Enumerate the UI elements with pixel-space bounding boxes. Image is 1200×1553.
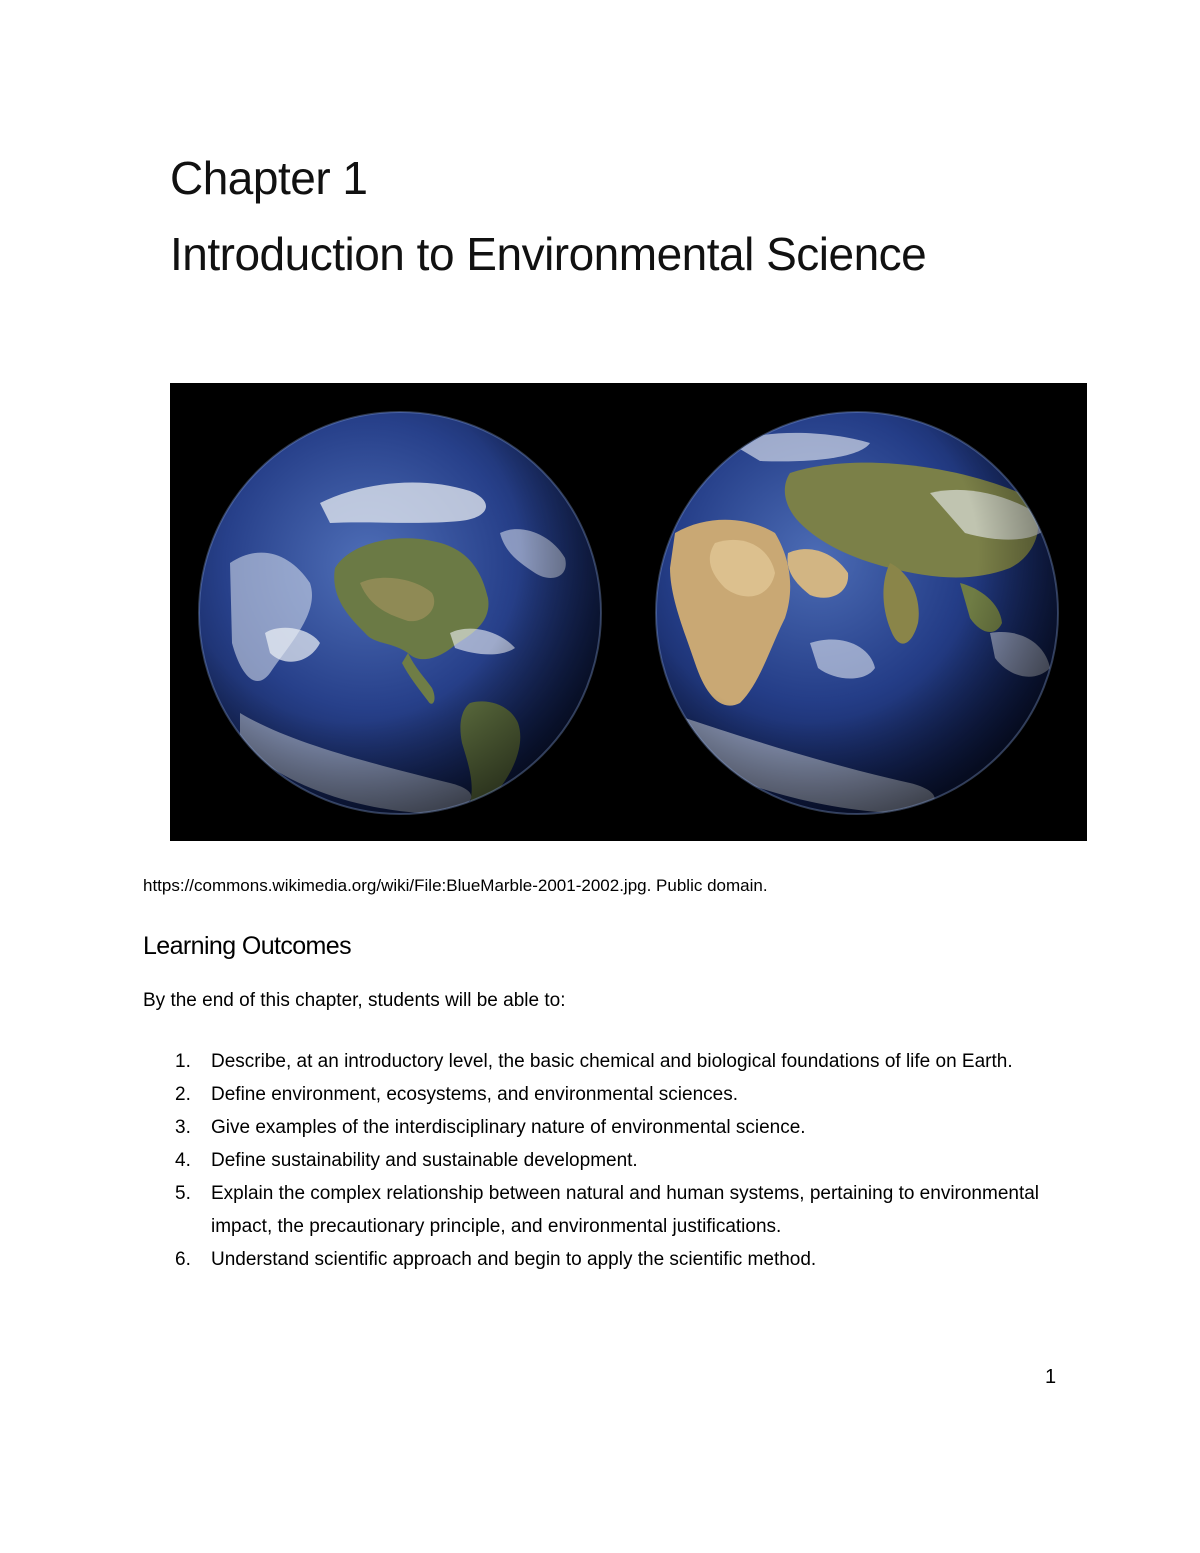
list-item-number: 6. bbox=[175, 1249, 191, 1270]
list-item-text: Explain the complex relationship between natural and human systems, pertaining to environmental impact, the precautionary principle, and environmental justifications. bbox=[211, 1183, 1040, 1237]
list-item-number: 4. bbox=[175, 1150, 191, 1171]
list-item bbox=[143, 1078, 1063, 1111]
chapter-number: Chapter 1 bbox=[170, 152, 368, 204]
earth-globes-image bbox=[170, 383, 1087, 841]
list-item bbox=[143, 1144, 1063, 1177]
list-item bbox=[143, 1111, 1063, 1144]
learning-outcomes-heading: Learning Outcomes bbox=[143, 932, 351, 960]
figure-caption: https://commons.wikimedia.org/wiki/File:BlueMarble-2001-2002.jpg. Public domain. bbox=[143, 876, 768, 895]
list-item-number: 5. bbox=[175, 1183, 191, 1204]
chapter-title: Introduction to Environmental Science bbox=[170, 228, 927, 280]
list-item bbox=[143, 1045, 1063, 1078]
eastern-hemisphere-globe bbox=[656, 412, 1058, 814]
list-item-text: Define environment, ecosystems, and environmental sciences. bbox=[211, 1084, 738, 1105]
list-item-text: Define sustainability and sustainable development. bbox=[211, 1150, 638, 1171]
blue-marble-figure bbox=[170, 383, 1087, 841]
list-item bbox=[143, 1177, 1063, 1243]
list-item bbox=[143, 1243, 1063, 1276]
learning-outcomes-intro: By the end of this chapter, students will be able to: bbox=[143, 990, 566, 1011]
list-item-number: 3. bbox=[175, 1117, 191, 1138]
page-number: 1 bbox=[1045, 1366, 1057, 1388]
list-item-text: Give examples of the interdisciplinary nature of environmental science. bbox=[211, 1117, 806, 1138]
list-item-number: 2. bbox=[175, 1084, 191, 1105]
list-item-text: Understand scientific approach and begin to apply the scientific method. bbox=[211, 1249, 817, 1270]
western-hemisphere-globe bbox=[199, 412, 601, 814]
list-item-text: Describe, at an introductory level, the basic chemical and biological foundations of life on Earth. bbox=[211, 1051, 1013, 1072]
learning-outcomes-list bbox=[143, 1045, 1063, 1276]
list-item-number: 1. bbox=[175, 1051, 191, 1072]
